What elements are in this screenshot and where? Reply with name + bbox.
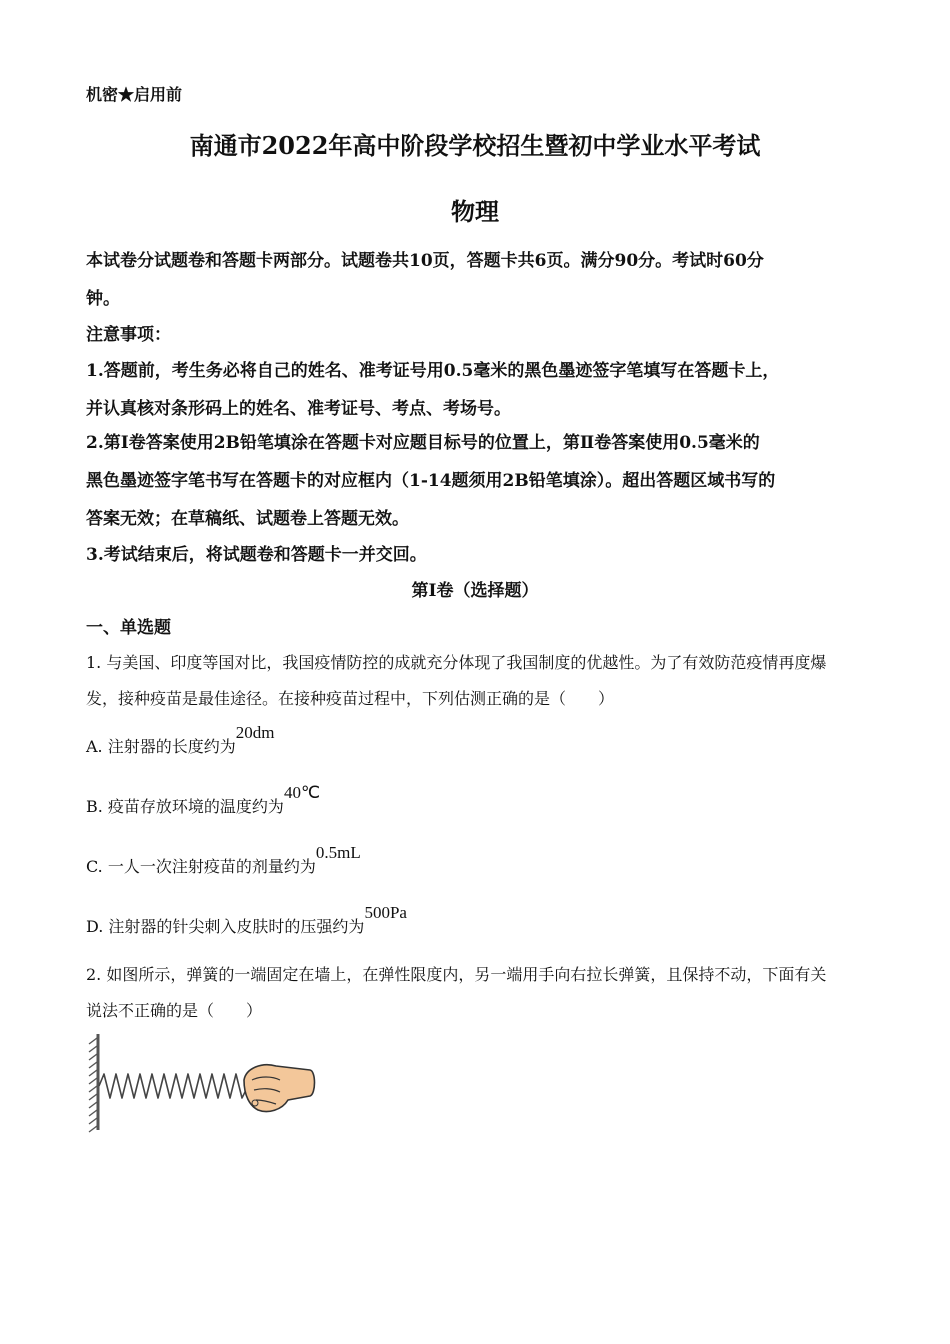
q2-stem-line-2: 说法不正确的是（ ）	[86, 1001, 263, 1020]
spring-icon	[99, 1074, 248, 1098]
section-heading: 一、单选题	[86, 618, 171, 638]
intro-line-1: 本试卷分试题卷和答题卡两部分。试题卷共10页，答题卡共6页。满分90分。考试时60分	[86, 251, 764, 271]
q1-option-b-value: 40℃	[283, 783, 321, 802]
hand-icon	[244, 1065, 315, 1112]
confidential-label: 机密★启用前	[86, 85, 183, 104]
q1-option-a-value: 20dm	[235, 723, 275, 742]
notes-line-2: 并认真核对条形码上的姓名、准考证号、考点、考场号。	[86, 399, 511, 419]
wall-icon	[89, 1034, 98, 1132]
notes-line-4: 黑色墨迹签字笔书写在答题卡的对应框内（1-14题须用2B铅笔填涂）。超出答题区域书写的	[86, 471, 776, 491]
q2-stem-line-1: 2. 如图所示，弹簧的一端固定在墙上，在弹性限度内，另一端用手向右拉长弹簧，且保持不动，下面有关	[86, 965, 827, 984]
notes-line-6: 3.考试结束后，将试题卷和答题卡一并交回。	[86, 545, 427, 565]
exam-title: 南通市2022年高中阶段学校招生暨初中学业水平考试	[189, 131, 761, 160]
q1-option-c-value: 0.5mL	[315, 843, 361, 862]
q1-option-d	[86, 903, 407, 937]
q1-option-d-text: D. 注射器的针尖刺入皮肤时的压强约为	[86, 917, 365, 936]
notes-heading: 注意事项：	[86, 325, 171, 345]
q1-option-d-value: 500Pa	[364, 903, 407, 922]
q1-stem-line-2: 发，接种疫苗是最佳途径。在接种疫苗过程中，下列估测正确的是（ ）	[86, 689, 615, 708]
part-title: 第I卷（选择题）	[411, 581, 539, 601]
subject-title: 物理	[451, 197, 499, 226]
q1-option-a-text: A. 注射器的长度约为	[86, 737, 236, 756]
q1-option-b	[86, 783, 321, 817]
spring-wall-hand-figure	[84, 1030, 320, 1136]
notes-line-5: 答案无效；在草稿纸、试题卷上答题无效。	[86, 509, 409, 529]
intro-line-2: 钟。	[86, 289, 120, 309]
notes-line-3: 2.第Ⅰ卷答案使用2B铅笔填涂在答题卡对应题目标号的位置上，第Ⅱ卷答案使用0.5毫米的	[86, 433, 760, 453]
q1-option-c	[86, 843, 361, 877]
q1-stem-line-1: 1. 与美国、印度等国对比，我国疫情防控的成就充分体现了我国制度的优越性。为了有效防范疫情再度爆	[86, 653, 827, 672]
q1-option-a	[86, 723, 275, 757]
q1-option-c-text: C. 一人一次注射疫苗的剂量约为	[86, 857, 316, 876]
q1-option-b-text: B. 疫苗存放环境的温度约为	[86, 797, 284, 816]
notes-line-1: 1.答题前，考生务必将自己的姓名、准考证号用0.5毫米的黑色墨迹签字笔填写在答题卡上，	[86, 361, 780, 381]
